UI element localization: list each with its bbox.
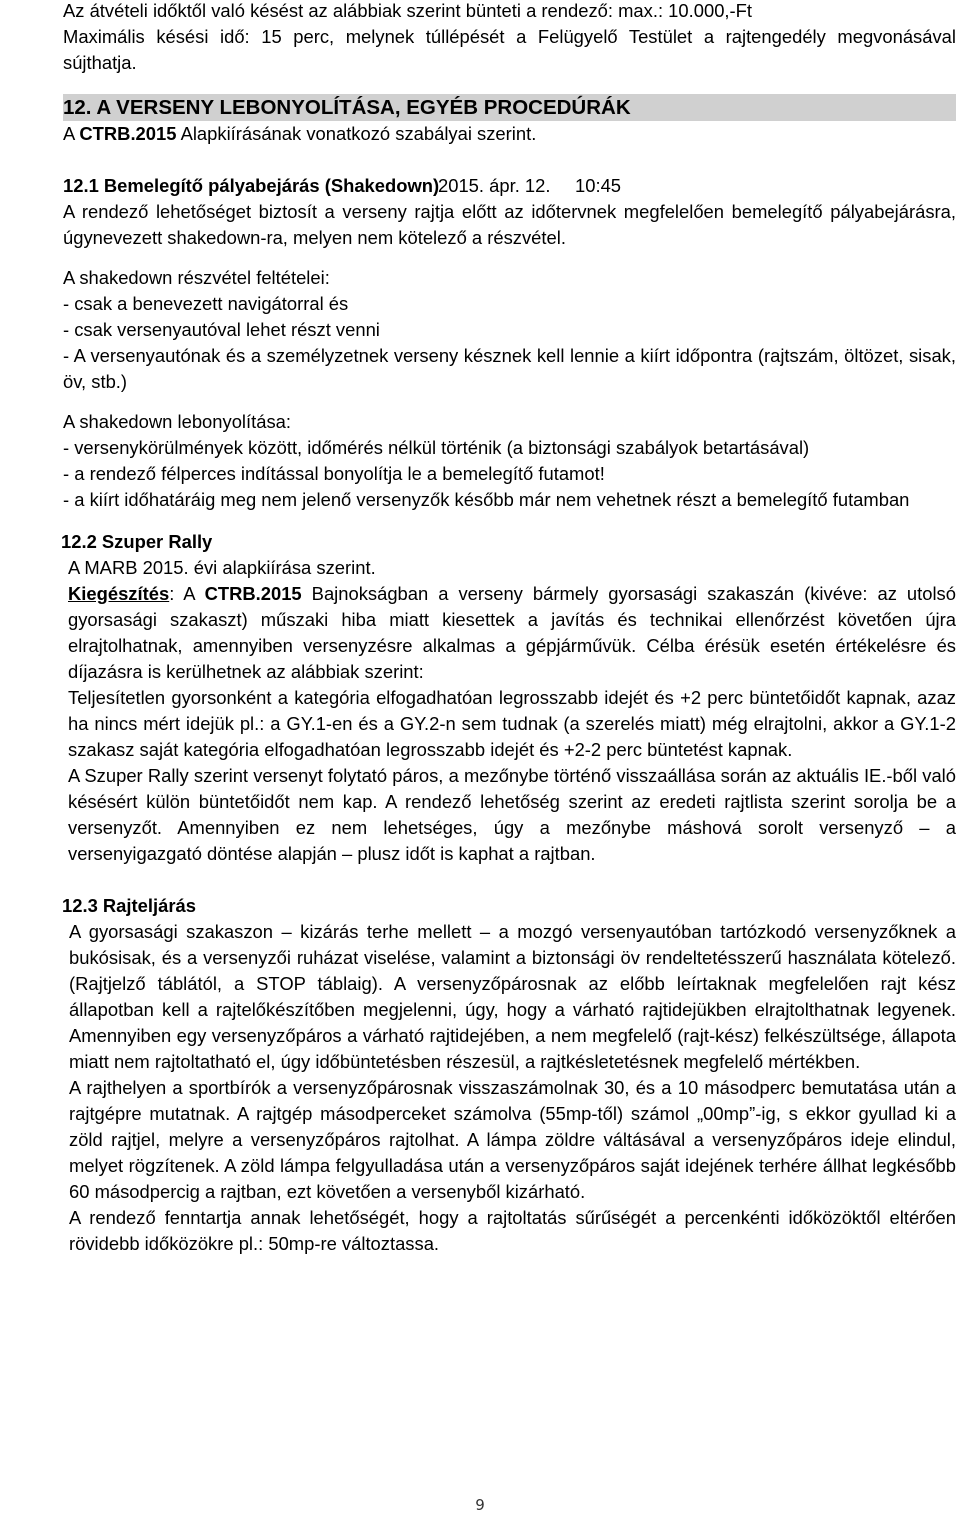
shakedown-organization-item: - a rendező félperces indítással bonyolítja le a bemelegítő futamot! xyxy=(63,463,605,484)
intro-line1: Az átvételi időktől való késést az alábbiak szerint bünteti a rendező: max.: 10.000,-Ft xyxy=(63,0,752,21)
intro-line2: Maximális késési idő: 15 perc, melynek túllépését a Felügyelő Testület a rajtengedély megvonásával sújthatja. xyxy=(63,26,956,73)
section-12-heading: 12. A VERSENY LEBONYOLÍTÁSA, EGYÉB PROCEDÚRÁK xyxy=(63,94,956,121)
section-12-3-paragraph: A rajthelyen a sportbírók a versenyzőpárosnak visszaszámolnak 30, és a 10 másodperc bemutatása után a rajtgépre mutatnak. A rajtgép másodperceket számolva (55mp-től) számol „00mp”-ig, s ekkor gyullad ki a zöld rajtjel, melyre a versenyzőpáros rajtolhat. A lámpa zöldre váltásával a versenyzőpáros ideje elindul, melyet rögzítenek. A zöld lámpa felgyulladása után a versenyzőpáros saját idejének terhére állhat legkésőbb 60 másodpercig a rajtban, ezt követően a versenyből kizárható. xyxy=(69,1077,956,1202)
section-12-3-paragraph: A gyorsasági szakaszon – kizárás terhe mellett – a mozgó versenyautóban tartózkodó versenyzőknek a bukósisak, és a versenyzői ruházat viselése, valamint a biztonsági öv rendeltetésszerű használata kötelező. (Rajtjelző táblától, a STOP táblaig). A versenyzőpárosnak az előbb leírtaknak megfelelően rajt kész állapotban kell a rajtelőkészítőben megjelenni, úgy, hogy a várható rajtidejükben elrajtolthatnak legyenek. Amennyiben egy versenyzőpáros a várható rajtidejében, a nem megfelelő (rajt-kész) felkészültsége, állapota miatt nem rajtoltatható el, úgy időbüntetésben részesül, a rajtkésletetésnek megfelelő mértékben. xyxy=(69,921,956,1072)
section-12-3-title: 12.3 Rajteljárás xyxy=(62,895,196,916)
section-12-2-title: 12.2 Szuper Rally xyxy=(61,531,213,552)
section-12-1-time: 10:45 xyxy=(575,175,622,196)
shakedown-condition-item: - csak versenyautóval lehet részt venni xyxy=(63,319,380,340)
section-12-2-paragraph: Teljesítetlen gyorsonként a kategória elfogadhatóan legrosszabb idejét és +2 perc büntetőidőt kapnak, azaz ha nincs mért idejük pl.: a GY.1-en és a GY.2-n sem tudnak (a szerelés miatt) még elrajtolni, akkor a GY.1-2 szakasz saját kategória elfogadhatóan legrosszabb idejét és +2-2 perc büntetést kapnak. xyxy=(68,687,956,760)
section-12-1-header xyxy=(63,173,956,199)
shakedown-condition-item: - csak a benevezett navigátorral és xyxy=(63,293,349,314)
page-number: 9 xyxy=(475,1496,485,1514)
shakedown-condition-item: - A versenyautónak és a személyzetnek verseny késznek kell lennie a kiírt időpontra (rajtszám, öltözet, sisak, öv, stb.) xyxy=(63,345,956,392)
section-12-2-line1: A MARB 2015. évi alapkiírása szerint. xyxy=(68,557,376,578)
section-12-1-body: A rendező lehetőséget biztosít a verseny rajtja előtt az időtervnek megfelelően bemelegítő pályabejárásra, úgynevezett shakedown-ra, melyen nem kötelező a részvétel. xyxy=(63,201,956,248)
section-12-1-title: 12.1 Bemelegítő pályabejárás (Shakedown) xyxy=(63,175,440,196)
section-12-2-paragraph: A Szuper Rally szerint versenyt folytató páros, a mezőnybe történő visszaállása során az aktuális IE.-ből való késésért külön büntetőidőt nem kap. A rendező lehetőség szerint az eredeti rajtlista szerint sorolja be a versenyzőt. Amennyiben ez nem lehetséges, úgy a mezőnybe máshová sorolt versenyző – a versenyigazgató döntése alapján – plusz időt is kaphat a rajtban. xyxy=(68,765,956,864)
shakedown-organization-item: - a kiírt időhatáráig meg nem jelenő versenyzők később már nem vehetnek részt a bemelegítő futamban xyxy=(63,489,910,510)
shakedown-organization-title: A shakedown lebonyolítása: xyxy=(63,411,291,432)
shakedown-conditions-title: A shakedown részvétel feltételei: xyxy=(63,267,330,288)
section-12-ref: A CTRB.2015 Alapkiírásának vonatkozó szabályai szerint. xyxy=(63,123,537,144)
section-12-2-supplement: Kiegészítés: A CTRB.2015 Bajnokságban a verseny bármely gyorsasági szakaszán (kivéve: az utolsó gyorsasági szakaszt) műszaki hiba miatt kiesettek a javítás és technikai ellenőrzést követően újra elrajtolhatnak, amennyiben versenyzésre alkalmas a gépjárművük. Célba érésük esetén értékelésre és díjazásra is kerülhetnek az alábbiak szerint: xyxy=(68,583,956,682)
shakedown-organization-item: - versenykörülmények között, időmérés nélkül történik (a biztonsági szabályok betartásával) xyxy=(63,437,810,458)
section-12-1-date: 2015. ápr. 12. xyxy=(438,175,551,196)
section-12-3 xyxy=(63,893,956,1257)
document-page xyxy=(63,0,956,1257)
section-12-3-paragraph: A rendező fenntartja annak lehetőségét, hogy a rajtoltatás sűrűségét a percenkénti időközöktől eltérően rövidebb időközökre pl.: 50mp-re változtassa. xyxy=(69,1207,956,1254)
section-12-2 xyxy=(62,529,956,867)
